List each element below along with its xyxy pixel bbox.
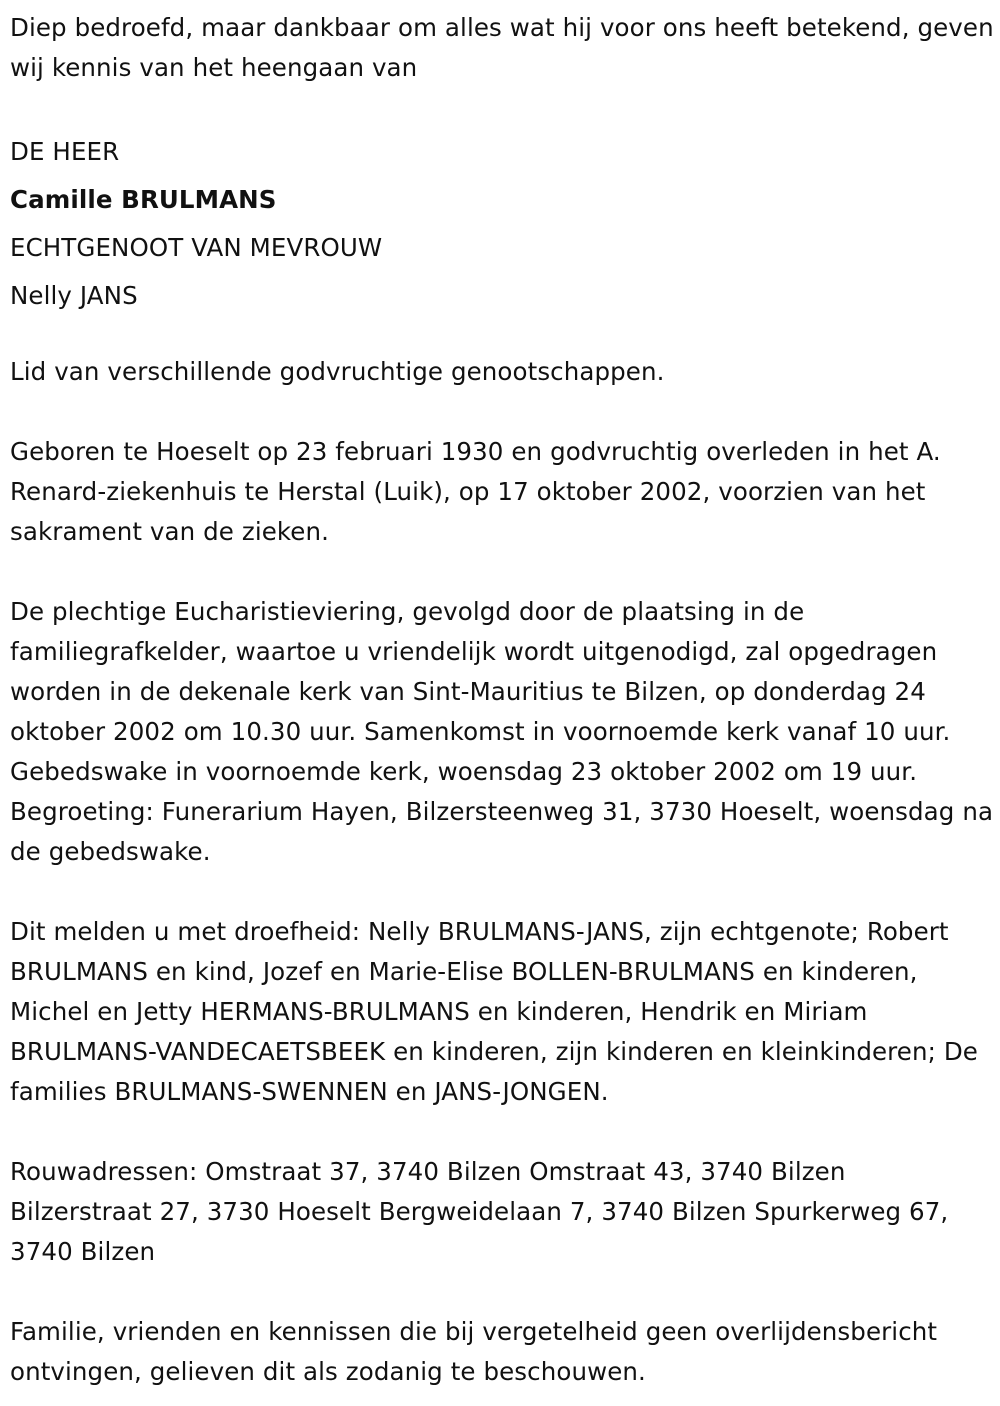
addresses-paragraph: Rouwadressen: Omstraat 37, 3740 Bilzen Omstraat 43, 3740 Bilzen Bilzerstraat 27, 3730 Hoeselt Bergweidelaan 7, 3740 Bilzen Spurkerweg 67, 3740 Bilzen [10,1157,949,1266]
family-paragraph: Dit melden u met droefheid: Nelly BRULMANS-JANS, zijn echtgenote; Robert BRULMANS en kind, Jozef en Marie-Elise BOLLEN-BRULMANS en kinderen, Michel en Jetty HERMANS-BRULMANS en kinderen, Hendrik en Miriam BRULMANS-VANDECAETSBEEK en kinderen, zijn kinderen en kleinkinderen; De families BRULMANS-SWENNEN en JANS-JONGEN. [10,917,978,1106]
birth-death-paragraph: Geboren te Hoeselt op 23 februari 1930 en godvruchtig overleden in het A. Renard-ziekenhuis te Herstal (Luik), op 17 oktober 2002, voorzien van het sakrament van de zieken. [10,437,941,546]
closing-paragraph: Familie, vrienden en kennissen die bij vergetelheid geen overlijdensbericht ontvingen, gelieven dit als zodanig te beschouwen. [10,1317,938,1386]
honorific: DE HEER [10,137,120,166]
spouse-name: Nelly JANS [10,281,138,310]
obituary-document [10,8,995,1392]
ceremony-paragraph: De plechtige Eucharistieviering, gevolgd door de plaatsing in de familiegrafkelder, waartoe u vriendelijk wordt uitgenodigd, zal opgedragen worden in de dekenale kerk van Sint-Mauritius te Bilzen, op donderdag 24 oktober 2002 om 10.30 uur. Samenkomst in voornoemde kerk vanaf 10 uur. Gebedswake in voornoemde kerk, woensdag 23 oktober 2002 om 19 uur. Begroeting: Funerarium Hayen, Bilzersteenweg 31, 3730 Hoeselt, woensdag na de gebedswake. [10,597,994,866]
intro-paragraph: Diep bedroefd, maar dankbaar om alles wat hij voor ons heeft betekend, geven wij kennis van het heengaan van [10,13,994,82]
spouse-label: ECHTGENOOT VAN MEVROUW [10,233,383,262]
spacer [10,320,995,352]
spacer [10,552,995,592]
spacer [10,1112,995,1152]
spacer [10,872,995,912]
spacer [10,392,995,432]
deceased-name: Camille BRULMANS [10,185,277,214]
spacer [10,88,995,128]
membership-paragraph: Lid van verschillende godvruchtige genootschappen. [10,357,665,386]
spacer [10,1272,995,1312]
